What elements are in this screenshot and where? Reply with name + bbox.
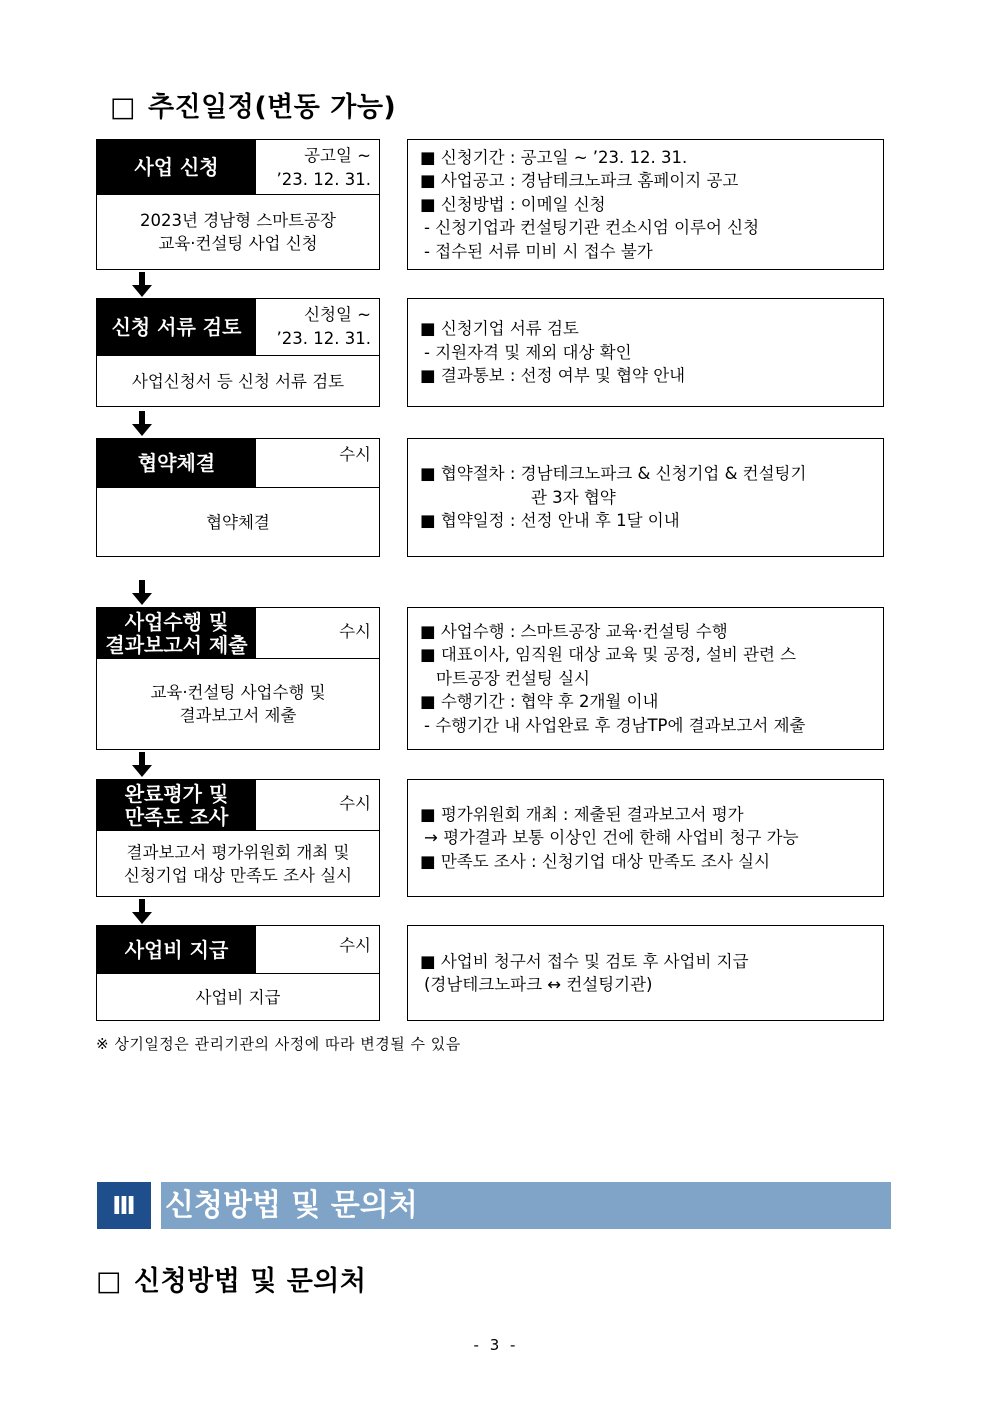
section-header (97, 1182, 891, 1229)
detail-line: ■ 사업비 청구서 접수 및 검토 후 사업비 지급 (420, 951, 749, 971)
step-date: 수시 (256, 439, 379, 488)
step-date: 수시 (256, 608, 379, 659)
sub-heading (96, 1266, 366, 1298)
detail-line: ■ 협약절차 : 경남테크노파크 & 신청기업 & 컨설팅기 (420, 464, 807, 484)
step-description: 교육·컨설팅 사업수행 및 결과보고서 제출 (150, 683, 326, 725)
detail-line: 관 3자 협약 (531, 487, 616, 507)
down-arrow-icon (130, 580, 154, 606)
step-details-box (407, 298, 884, 407)
detail-line: → 평가결과 보통 이상인 건에 한해 사업비 청구 가능 (424, 828, 799, 848)
section-title: 신청방법 및 문의처 (161, 1182, 891, 1229)
detail-line: - 접수된 서류 미비 시 접수 불가 (424, 241, 653, 261)
checkbox-square-icon: □ (110, 92, 137, 123)
section-number: Ⅲ (97, 1182, 151, 1229)
detail-line: 마트공장 컨설팅 실시 (436, 668, 590, 688)
detail-line: ■ 만족도 조사 : 신청기업 대상 만족도 조사 실시 (420, 851, 771, 871)
step-date: 신청일 ~ ’23. 12. 31. (256, 299, 379, 356)
step-title: 사업비 지급 (97, 926, 256, 974)
step-left-box (96, 607, 380, 750)
step-description: 결과보고서 평가위원회 개최 및 신청기업 대상 만족도 조사 실시 (123, 842, 353, 885)
page-number: - 3 - (473, 1336, 519, 1354)
step-description: 사업신청서 등 신청 서류 검토 (131, 371, 345, 391)
checkbox-square-icon: □ (96, 1266, 123, 1297)
step-details-box (407, 607, 884, 750)
step-date: 공고일 ~ ’23. 12. 31. (256, 140, 379, 195)
down-arrow-icon (130, 752, 154, 778)
detail-line: ■ 협약일정 : 선정 안내 후 1달 이내 (420, 511, 680, 531)
detail-line: ■ 신청기간 : 공고일 ~ ’23. 12. 31. (420, 147, 688, 167)
detail-line: - 수행기간 내 사업완료 후 경남TP에 결과보고서 제출 (424, 715, 806, 735)
down-arrow-icon (130, 411, 154, 437)
step-date: 수시 (256, 926, 379, 974)
step-left-box (96, 298, 380, 407)
schedule-heading-text: 추진일정(변동 가능) (148, 92, 397, 123)
step-description: 협약체결 (206, 512, 270, 532)
step-document-review (96, 298, 884, 407)
step-details-box (407, 438, 884, 557)
step-left-box (96, 779, 380, 897)
step-details-box (407, 925, 884, 1021)
schedule-heading (110, 92, 396, 124)
step-left-box (96, 438, 380, 557)
step-title: 완료평가 및 만족도 조사 (97, 780, 256, 831)
schedule-note: ※ 상기일정은 관리기관의 사정에 따라 변경될 수 있음 (96, 1035, 461, 1053)
detail-line: ■ 결과통보 : 선정 여부 및 협약 안내 (420, 366, 686, 386)
step-title: 사업수행 및 결과보고서 제출 (97, 608, 256, 659)
detail-line: ■ 수행기간 : 협약 후 2개월 이내 (420, 692, 659, 712)
step-payment (96, 925, 884, 1021)
step-title: 신청 서류 검토 (97, 299, 256, 356)
detail-line: - 신청기업과 컨설팅기관 컨소시엄 이루어 신청 (424, 218, 760, 238)
detail-line: ■ 사업수행 : 스마트공장 교육·컨설팅 수행 (420, 621, 728, 641)
step-evaluation-survey (96, 779, 884, 897)
step-details-box (407, 779, 884, 897)
down-arrow-icon (130, 899, 154, 925)
step-agreement (96, 438, 884, 557)
step-application (96, 139, 884, 270)
detail-line: - 지원자격 및 제외 대상 확인 (424, 342, 632, 362)
step-title: 사업 신청 (97, 140, 256, 195)
step-title: 협약체결 (97, 439, 256, 488)
step-description: 2023년 경남형 스마트공장 교육·컨설팅 사업 신청 (140, 211, 336, 253)
detail-line: ■ 사업공고 : 경남테크노파크 홈페이지 공고 (420, 171, 739, 191)
sub-heading-text: 신청방법 및 문의처 (134, 1266, 367, 1297)
step-details-box (407, 139, 884, 270)
detail-line: (경남테크노파크 ↔ 컨설팅기관) (424, 975, 653, 994)
step-date: 수시 (256, 780, 379, 831)
detail-line: ■ 신청기업 서류 검토 (420, 319, 579, 339)
step-left-box (96, 925, 380, 1021)
detail-line: ■ 신청방법 : 이메일 신청 (420, 194, 606, 214)
detail-line: ■ 평가위원회 개최 : 제출된 결과보고서 평가 (420, 804, 744, 824)
down-arrow-icon (130, 272, 154, 298)
step-left-box (96, 139, 380, 270)
step-description: 사업비 지급 (195, 987, 281, 1007)
step-execution-report (96, 607, 884, 750)
detail-line: ■ 대표이사, 임직원 대상 교육 및 공정, 설비 관련 스 (420, 645, 797, 665)
